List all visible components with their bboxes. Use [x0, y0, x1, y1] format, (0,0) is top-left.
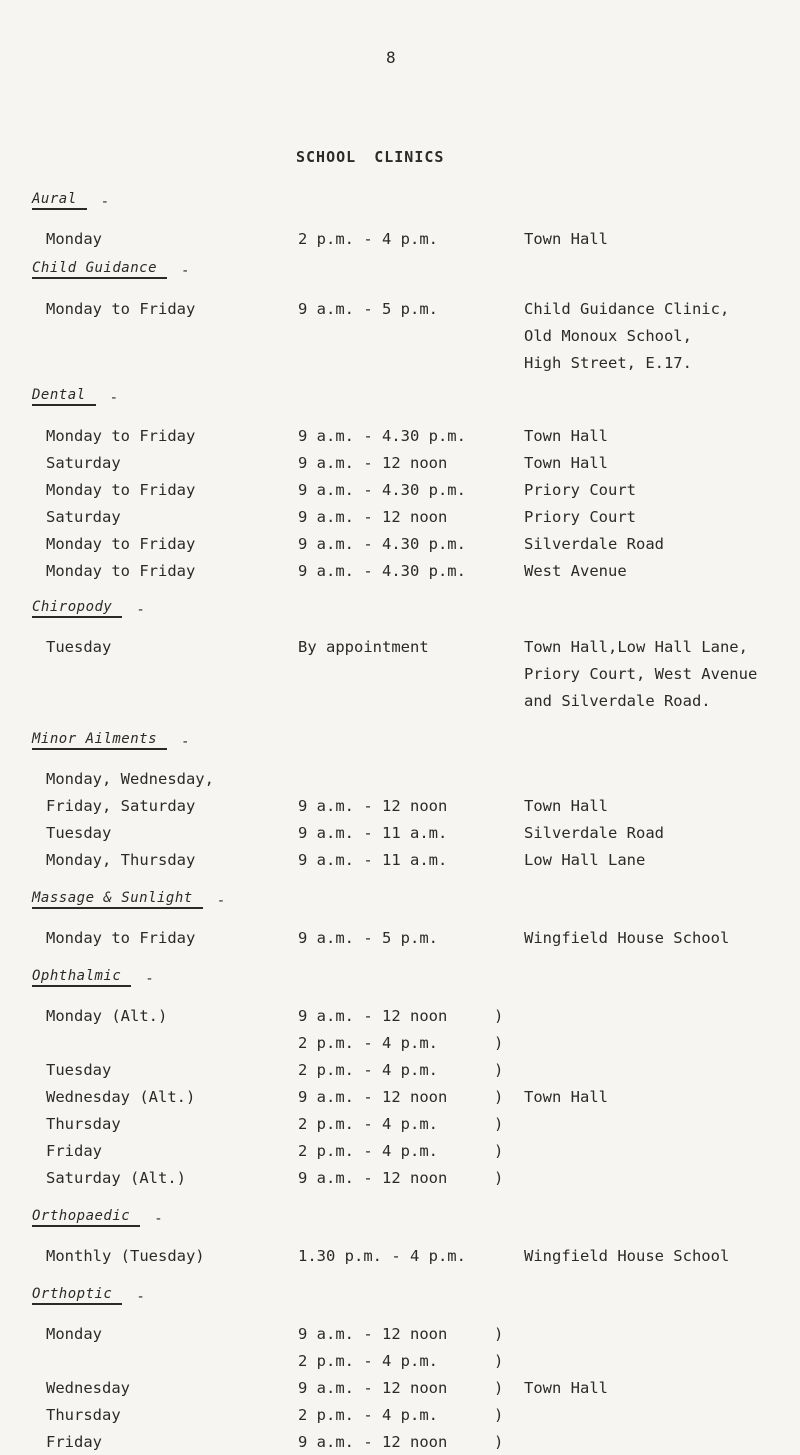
schedule-day: Thursday — [46, 1115, 121, 1133]
schedule-place: Town Hall — [524, 230, 608, 248]
section-heading-dash: - — [154, 1211, 164, 1227]
section-heading — [32, 731, 190, 750]
schedule-time: 2 p.m. - 4 p.m. — [298, 230, 438, 248]
schedule-day: Wednesday — [46, 1379, 130, 1397]
section-heading-text: Massage & Sunlight — [32, 890, 203, 909]
schedule-row — [0, 327, 800, 349]
schedule-row — [0, 1247, 800, 1269]
schedule-bracket: ) — [494, 1088, 504, 1106]
schedule-time: 1.30 p.m. - 4 p.m. — [298, 1247, 466, 1265]
schedule-time: 2 p.m. - 4 p.m. — [298, 1061, 438, 1079]
schedule-place: Town Hall — [524, 797, 608, 815]
schedule-day: Wednesday (Alt.) — [46, 1088, 196, 1106]
section-heading-dash: - — [136, 602, 146, 618]
schedule-time: 9 a.m. - 5 p.m. — [298, 929, 438, 947]
schedule-time: 9 a.m. - 12 noon — [298, 1088, 448, 1106]
section-heading — [32, 1208, 163, 1227]
section-heading-text: Orthoptic — [32, 1286, 122, 1305]
schedule-row — [0, 929, 800, 951]
section-heading-text: Aural — [32, 191, 87, 210]
schedule-place: Priory Court — [524, 508, 636, 526]
schedule-row — [0, 1088, 800, 1110]
schedule-row — [0, 230, 800, 252]
schedule-row — [0, 1352, 800, 1374]
schedule-row — [0, 1169, 800, 1191]
schedule-time: 9 a.m. - 12 noon — [298, 1169, 448, 1187]
schedule-day: Tuesday — [46, 824, 112, 842]
schedule-day: Monday to Friday — [46, 427, 196, 445]
schedule-day: Monday — [46, 1325, 102, 1343]
schedule-day: Monday to Friday — [46, 481, 196, 499]
schedule-day: Friday — [46, 1142, 102, 1160]
schedule-row — [0, 638, 800, 660]
schedule-place: and Silverdale Road. — [524, 692, 711, 710]
section-heading — [32, 968, 154, 987]
schedule-time: By appointment — [298, 638, 429, 656]
section-heading — [32, 387, 119, 406]
schedule-time: 9 a.m. - 4.30 p.m. — [298, 562, 466, 580]
schedule-place: Priory Court, West Avenue — [524, 665, 758, 683]
schedule-row — [0, 1406, 800, 1428]
schedule-place: Town Hall,Low Hall Lane, — [524, 638, 748, 656]
schedule-row — [0, 508, 800, 530]
schedule-time: 2 p.m. - 4 p.m. — [298, 1034, 438, 1052]
section-heading-dash: - — [145, 971, 155, 987]
schedule-row — [0, 851, 800, 873]
schedule-row — [0, 1379, 800, 1401]
schedule-place: Town Hall — [524, 427, 608, 445]
schedule-day: Tuesday — [46, 1061, 112, 1079]
schedule-place: Town Hall — [524, 1088, 608, 1106]
schedule-time: 9 a.m. - 12 noon — [298, 454, 448, 472]
schedule-bracket: ) — [494, 1169, 504, 1187]
schedule-day: Monday to Friday — [46, 300, 196, 318]
schedule-row — [0, 1061, 800, 1083]
schedule-time: 9 a.m. - 4.30 p.m. — [298, 427, 466, 445]
schedule-bracket: ) — [494, 1061, 504, 1079]
schedule-day: Monday, Wednesday, — [46, 770, 214, 788]
section-heading — [32, 599, 145, 618]
schedule-place: Low Hall Lane — [524, 851, 646, 869]
schedule-day: Saturday (Alt.) — [46, 1169, 186, 1187]
schedule-bracket: ) — [494, 1034, 504, 1052]
schedule-bracket: ) — [494, 1433, 504, 1451]
schedule-place: Wingfield House School — [524, 1247, 730, 1265]
schedule-row — [0, 354, 800, 376]
schedule-row — [0, 481, 800, 503]
section-heading-text: Minor Ailments — [32, 731, 167, 750]
schedule-day: Friday, Saturday — [46, 797, 196, 815]
schedule-day: Friday — [46, 1433, 102, 1451]
schedule-row — [0, 665, 800, 687]
schedule-row — [0, 1325, 800, 1347]
schedule-bracket: ) — [494, 1352, 504, 1370]
schedule-time: 9 a.m. - 12 noon — [298, 1379, 448, 1397]
section-heading-dash: - — [100, 194, 110, 210]
schedule-time: 2 p.m. - 4 p.m. — [298, 1142, 438, 1160]
schedule-place: Silverdale Road — [524, 535, 664, 553]
schedule-time: 9 a.m. - 12 noon — [298, 1433, 448, 1451]
schedule-place: Child Guidance Clinic, — [524, 300, 730, 318]
schedule-time: 2 p.m. - 4 p.m. — [298, 1115, 438, 1133]
schedule-place: Town Hall — [524, 454, 608, 472]
schedule-day: Monday, Thursday — [46, 851, 196, 869]
schedule-time: 9 a.m. - 12 noon — [298, 1325, 448, 1343]
schedule-bracket: ) — [494, 1325, 504, 1343]
schedule-place: West Avenue — [524, 562, 627, 580]
schedule-time: 2 p.m. - 4 p.m. — [298, 1352, 438, 1370]
section-heading — [32, 1286, 145, 1305]
schedule-row — [0, 454, 800, 476]
page-title: SCHOOL CLINICS — [296, 148, 445, 166]
section-heading-text: Ophthalmic — [32, 968, 131, 987]
section-heading-dash: - — [181, 263, 190, 279]
section-heading-dash: - — [109, 390, 119, 406]
schedule-day: Monday to Friday — [46, 562, 196, 580]
schedule-bracket: ) — [494, 1115, 504, 1133]
schedule-time: 9 a.m. - 12 noon — [298, 797, 448, 815]
schedule-row — [0, 1034, 800, 1056]
schedule-time: 9 a.m. - 4.30 p.m. — [298, 535, 466, 553]
schedule-row — [0, 770, 800, 792]
schedule-time: 2 p.m. - 4 p.m. — [298, 1406, 438, 1424]
section-heading-text: Child Guidance — [32, 260, 167, 279]
schedule-row — [0, 1115, 800, 1137]
schedule-day: Tuesday — [46, 638, 112, 656]
section-heading-dash: - — [136, 1289, 146, 1305]
schedule-day: Saturday — [46, 508, 121, 526]
schedule-row — [0, 797, 800, 819]
page-number: 8 — [386, 48, 396, 67]
schedule-day: Monday — [46, 230, 102, 248]
schedule-time: 9 a.m. - 12 noon — [298, 508, 448, 526]
section-heading-text: Orthopaedic — [32, 1208, 140, 1227]
schedule-row — [0, 1433, 800, 1455]
section-heading — [32, 890, 226, 909]
schedule-place: High Street, E.17. — [524, 354, 692, 372]
schedule-time: 9 a.m. - 11 a.m. — [298, 824, 448, 842]
schedule-day: Monday to Friday — [46, 535, 196, 553]
schedule-place: Old Monoux School, — [524, 327, 692, 345]
schedule-day: Saturday — [46, 454, 121, 472]
schedule-bracket: ) — [494, 1406, 504, 1424]
schedule-time: 9 a.m. - 11 a.m. — [298, 851, 448, 869]
schedule-time: 9 a.m. - 4.30 p.m. — [298, 481, 466, 499]
schedule-bracket: ) — [494, 1142, 504, 1160]
schedule-row — [0, 427, 800, 449]
section-heading-dash: - — [216, 893, 226, 909]
section-heading-dash: - — [181, 734, 190, 750]
schedule-row — [0, 1007, 800, 1029]
schedule-row — [0, 300, 800, 322]
schedule-row — [0, 824, 800, 846]
schedule-row — [0, 535, 800, 557]
schedule-bracket: ) — [494, 1379, 504, 1397]
schedule-day: Monday to Friday — [46, 929, 196, 947]
schedule-time: 9 a.m. - 12 noon — [298, 1007, 448, 1025]
section-heading-text: Dental — [32, 387, 96, 406]
schedule-place: Town Hall — [524, 1379, 608, 1397]
schedule-place: Wingfield House School — [524, 929, 730, 947]
schedule-row — [0, 562, 800, 584]
schedule-day: Thursday — [46, 1406, 121, 1424]
schedule-place: Priory Court — [524, 481, 636, 499]
section-heading — [32, 191, 110, 210]
schedule-day: Monthly (Tuesday) — [46, 1247, 205, 1265]
schedule-time: 9 a.m. - 5 p.m. — [298, 300, 438, 318]
schedule-place: Silverdale Road — [524, 824, 664, 842]
schedule-row — [0, 1142, 800, 1164]
section-heading-text: Chiropody — [32, 599, 122, 618]
schedule-row — [0, 692, 800, 714]
section-heading — [32, 260, 190, 279]
schedule-day: Monday (Alt.) — [46, 1007, 168, 1025]
schedule-bracket: ) — [494, 1007, 504, 1025]
